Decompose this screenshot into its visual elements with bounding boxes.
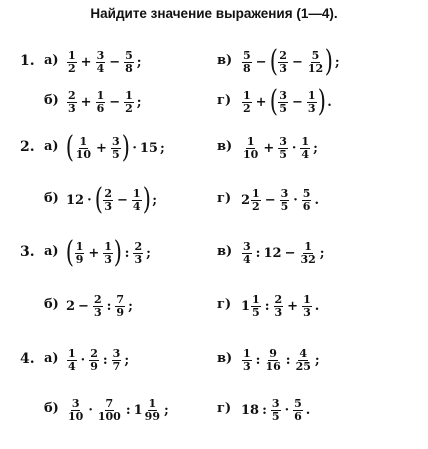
operator: − <box>117 192 128 208</box>
numerator: 7 <box>105 396 114 410</box>
denominator: 5 <box>252 305 260 319</box>
numerator: 2 <box>93 292 102 306</box>
fraction <box>274 294 284 319</box>
item-label: а) <box>44 53 59 68</box>
whole-part: 1 <box>133 402 143 418</box>
denominator: 4 <box>96 61 105 75</box>
numerator: 1 <box>96 88 105 102</box>
punctuation: ; <box>146 245 151 261</box>
numerator: 3 <box>111 134 120 148</box>
numerator: 1 <box>243 88 251 102</box>
punctuation: ; <box>334 54 340 70</box>
problem-number: 2. <box>20 139 35 155</box>
operator: : <box>255 352 261 368</box>
right-paren: ) <box>142 182 151 217</box>
numerator: 1 <box>75 239 84 253</box>
fraction <box>89 348 99 373</box>
item-label: г) <box>217 401 232 416</box>
fraction <box>67 398 84 423</box>
operator: : <box>102 352 108 368</box>
operator: + <box>287 298 299 314</box>
fraction <box>302 294 312 319</box>
punctuation: . <box>327 94 332 110</box>
fraction <box>251 294 261 319</box>
operator: − <box>109 94 121 110</box>
operator: − <box>255 54 267 70</box>
numerator: 1 <box>125 88 133 102</box>
denominator: 9 <box>90 359 98 373</box>
denominator: 3 <box>274 305 283 319</box>
fraction <box>132 188 142 213</box>
denominator: 5 <box>279 147 287 161</box>
operator: · <box>132 140 137 156</box>
item-label: в) <box>217 351 233 366</box>
right-paren: ) <box>317 84 326 119</box>
denominator: 2 <box>243 101 251 115</box>
denominator: 2 <box>125 101 133 115</box>
punctuation: ; <box>136 54 142 70</box>
numerator: 1 <box>243 346 251 360</box>
operator: : <box>106 298 112 314</box>
page-title: Найдите значение выражения (1—4). <box>90 6 338 21</box>
fraction <box>103 188 113 213</box>
punctuation: ; <box>319 245 325 261</box>
denominator: 4 <box>243 252 251 266</box>
expression <box>66 236 151 270</box>
numerator: 2 <box>279 48 287 62</box>
problem-number: 4. <box>20 351 35 367</box>
fraction <box>307 50 324 75</box>
right-paren: ) <box>113 235 122 270</box>
expression <box>241 236 325 270</box>
fraction <box>96 90 106 115</box>
item-label: а) <box>44 351 59 366</box>
denominator: 3 <box>104 252 112 266</box>
operator: : <box>262 402 267 418</box>
fraction <box>75 136 92 161</box>
punctuation: ; <box>128 298 133 314</box>
numerator: 3 <box>279 88 287 102</box>
fraction <box>242 136 259 161</box>
fraction <box>278 50 288 75</box>
numerator: 9 <box>269 346 277 360</box>
numerator: 2 <box>104 186 112 200</box>
denominator: 7 <box>112 359 121 373</box>
operator: · <box>291 140 297 156</box>
left-paren: ( <box>65 235 74 270</box>
denominator: 3 <box>134 252 143 266</box>
numerator: 5 <box>302 186 311 200</box>
operator: · <box>80 352 86 368</box>
whole-part: 1 <box>241 298 251 314</box>
operator: · <box>87 192 92 208</box>
fraction <box>115 294 125 319</box>
punctuation: ; <box>159 140 165 156</box>
integer: 12 <box>263 245 282 261</box>
mixed-number <box>241 294 262 319</box>
fraction <box>242 50 252 75</box>
operator: + <box>255 94 267 110</box>
expression <box>66 183 157 217</box>
denominator: 4 <box>132 199 141 213</box>
fraction <box>278 90 288 115</box>
denominator: 2 <box>68 61 76 75</box>
fraction <box>299 241 316 266</box>
fraction <box>103 241 113 266</box>
expression <box>66 85 142 119</box>
numerator: 5 <box>125 48 133 62</box>
fraction <box>96 50 106 75</box>
item-label: в) <box>217 244 233 259</box>
operator: : <box>125 402 131 418</box>
denominator: 25 <box>295 359 311 373</box>
punctuation: ; <box>163 402 169 418</box>
numerator: 3 <box>112 346 121 360</box>
denominator: 12 <box>307 61 324 75</box>
numerator: 1 <box>148 396 157 410</box>
punctuation: ; <box>124 352 130 368</box>
punctuation: ; <box>313 140 318 156</box>
item-label: г) <box>217 93 232 108</box>
numerator: 1 <box>304 239 312 253</box>
item-label: б) <box>44 401 59 416</box>
fraction <box>280 188 290 213</box>
item-label: а) <box>44 139 59 154</box>
operator: · <box>88 402 93 418</box>
fraction <box>251 188 261 213</box>
punctuation: . <box>305 402 311 418</box>
operator: · <box>293 192 298 208</box>
fraction <box>264 348 281 373</box>
expression <box>241 85 332 119</box>
integer: 2 <box>66 298 76 314</box>
punctuation: ; <box>314 352 320 368</box>
numerator: 3 <box>71 396 80 410</box>
denominator: 10 <box>243 147 259 161</box>
left-paren: ( <box>65 130 74 165</box>
denominator: 9 <box>116 305 125 319</box>
operator: + <box>88 245 100 261</box>
denominator: 6 <box>294 409 302 423</box>
denominator: 3 <box>68 101 76 115</box>
operator: − <box>109 54 121 70</box>
fraction <box>75 241 85 266</box>
operator: + <box>263 140 275 156</box>
operator: · <box>284 402 290 418</box>
numerator: 5 <box>243 48 251 62</box>
fraction <box>242 241 252 266</box>
numerator: 3 <box>96 48 105 62</box>
denominator: 4 <box>301 147 310 161</box>
punctuation: . <box>314 298 320 314</box>
numerator: 1 <box>252 186 260 200</box>
fraction <box>67 50 77 75</box>
numerator: 1 <box>246 134 255 148</box>
fraction <box>111 136 121 161</box>
expression <box>241 289 319 323</box>
operator: − <box>291 94 303 110</box>
fraction <box>307 90 317 115</box>
fraction <box>133 241 143 266</box>
punctuation: . <box>314 192 319 208</box>
denominator: 3 <box>104 199 112 213</box>
denominator: 5 <box>271 409 280 423</box>
denominator: 3 <box>279 61 287 75</box>
numerator: 1 <box>68 48 76 62</box>
denominator: 3 <box>243 359 251 373</box>
numerator: 3 <box>280 186 289 200</box>
operator: : <box>264 298 270 314</box>
denominator: 16 <box>265 359 281 373</box>
fraction <box>93 294 103 319</box>
integer: 12 <box>66 192 85 208</box>
expression <box>241 131 318 165</box>
denominator: 8 <box>243 61 251 75</box>
item-label: б) <box>44 93 59 108</box>
item-label: г) <box>217 191 232 206</box>
operator: + <box>96 140 107 156</box>
right-paren: ) <box>121 130 130 165</box>
numerator: 3 <box>243 239 251 253</box>
numerator: 5 <box>311 48 320 62</box>
punctuation: ; <box>152 192 158 208</box>
fraction <box>293 398 303 423</box>
denominator: 9 <box>75 252 84 266</box>
numerator: 2 <box>274 292 283 306</box>
fraction <box>271 398 281 423</box>
operator: − <box>264 192 276 208</box>
item-label: б) <box>44 191 59 206</box>
numerator: 1 <box>303 292 311 306</box>
numerator: 2 <box>134 239 143 253</box>
fraction <box>242 348 252 373</box>
numerator: 3 <box>279 134 287 148</box>
denominator: 5 <box>279 101 287 115</box>
expression <box>66 45 142 79</box>
item-label: в) <box>217 139 233 154</box>
fraction <box>124 90 134 115</box>
denominator: 10 <box>68 409 84 423</box>
operator: : <box>285 352 291 368</box>
fraction <box>97 398 122 423</box>
denominator: 8 <box>125 61 133 75</box>
numerator: 2 <box>68 88 76 102</box>
mixed-number <box>134 398 162 423</box>
denominator: 100 <box>97 409 121 423</box>
denominator: 5 <box>111 147 120 161</box>
whole-part: 2 <box>241 192 251 208</box>
left-paren: ( <box>94 182 103 217</box>
operator: − <box>291 54 303 70</box>
item-label: в) <box>217 53 233 68</box>
item-label: г) <box>217 297 232 312</box>
fraction <box>67 348 77 373</box>
fraction <box>124 50 134 75</box>
expression <box>241 343 320 377</box>
expression <box>66 289 133 323</box>
fraction <box>112 348 122 373</box>
operator: − <box>78 298 89 314</box>
numerator: 1 <box>132 186 141 200</box>
operator: : <box>124 245 130 261</box>
expression <box>66 131 165 165</box>
fraction <box>300 136 310 161</box>
denominator: 4 <box>68 359 76 373</box>
operator: − <box>284 245 296 261</box>
expression <box>66 393 169 427</box>
expression <box>66 343 129 377</box>
operator: : <box>255 245 261 261</box>
operator: + <box>80 94 92 110</box>
integer: 15 <box>139 140 158 156</box>
left-paren: ( <box>269 44 278 79</box>
item-label: б) <box>44 297 59 312</box>
mixed-number <box>241 188 262 213</box>
denominator: 10 <box>75 147 92 161</box>
fraction <box>67 90 77 115</box>
denominator: 32 <box>300 252 316 266</box>
denominator: 3 <box>307 101 316 115</box>
numerator: 3 <box>271 396 280 410</box>
numerator: 2 <box>90 346 98 360</box>
numerator: 1 <box>252 292 260 306</box>
expression <box>241 45 340 79</box>
integer: 18 <box>241 402 260 418</box>
numerator: 7 <box>116 292 125 306</box>
item-label: а) <box>44 244 59 259</box>
numerator: 1 <box>79 134 88 148</box>
punctuation: ; <box>136 94 142 110</box>
numerator: 4 <box>299 346 308 360</box>
expression <box>241 393 310 427</box>
fraction <box>302 188 312 213</box>
expression <box>241 183 319 217</box>
denominator: 3 <box>93 305 102 319</box>
problem-number: 1. <box>20 53 35 69</box>
denominator: 2 <box>252 199 260 213</box>
numerator: 1 <box>307 88 316 102</box>
numerator: 1 <box>104 239 112 253</box>
numerator: 5 <box>294 396 302 410</box>
fraction <box>144 398 161 423</box>
numerator: 1 <box>301 134 310 148</box>
problem-number: 3. <box>20 244 35 260</box>
denominator: 99 <box>144 409 160 423</box>
operator: + <box>80 54 92 70</box>
fraction <box>242 90 252 115</box>
fraction <box>278 136 288 161</box>
denominator: 5 <box>280 199 289 213</box>
denominator: 6 <box>96 101 105 115</box>
left-paren: ( <box>269 84 278 119</box>
right-paren: ) <box>324 44 334 79</box>
fraction <box>295 348 312 373</box>
numerator: 1 <box>68 346 76 360</box>
denominator: 3 <box>303 305 311 319</box>
denominator: 6 <box>302 199 311 213</box>
